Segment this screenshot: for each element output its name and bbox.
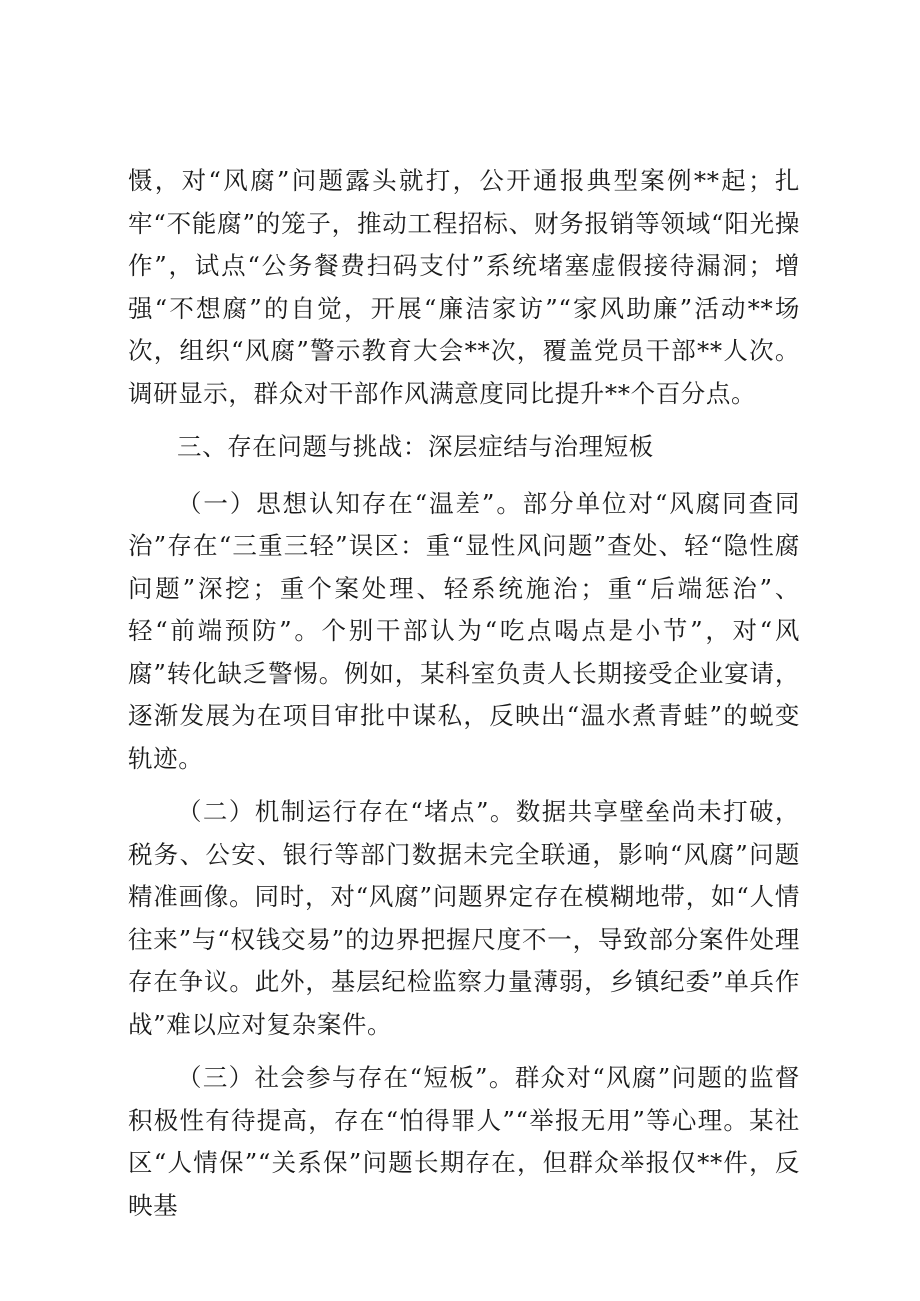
paragraph-thinking-cognition: （一）思想认知存在“温差”。部分单位对“风腐同查同治”存在“三重三轻”误区：重“显性风问题”查处、轻“隐性腐问题”深挖；重个案处理、轻系统施治；重“后端惩治”、轻“前端预防”。个别干部认为“吃点喝点是小节”，对“风腐”转化缺乏警惕。例如，某科室负责人长期接受企业宴请，逐渐发展为在项目审批中谋私，反映出“温水煮青蛙”的蜕变轨迹。	[128, 488, 800, 773]
paragraph-social-participation: （三）社会参与存在“短板”。群众对“风腐”问题的监督积极性有待提高，存在“怕得罪人”“举报无用”等心理。某社区“人情保”“关系保”问题长期存在，但群众举报仅**件，反映基	[128, 1063, 800, 1220]
document-body	[128, 160, 800, 1238]
paragraph-mechanism-operation: （二）机制运行存在“堵点”。数据共享壁垒尚未打破，税务、公安、银行等部门数据未完全联通，影响“风腐”问题精准画像。同时，对“风腐”问题界定存在模糊地带，如“人情往来”与“权钱交易”的边界把握尺度不一，导致部分案件处理存在争议。此外，基层纪检监察力量薄弱，乡镇纪委”单兵作战”难以应对复杂案件。	[128, 797, 800, 1039]
paragraph-continued: 慑，对“风腐”问题露头就打，公开通报典型案例**起；扎牢“不能腐”的笼子，推动工程招标、财务报销等领域“阳光操作”，试点“公务餐费扫码支付”系统堵塞虚假接待漏洞；增强“不想腐”的自觉，开展“廉洁家访”“家风助廉”活动**场次，组织“风腐”警示教育大会**次，覆盖党员干部**人次。调研显示，群众对干部作风满意度同比提升**个百分点。	[128, 166, 800, 408]
section-heading: 三、存在问题与挑战：深层症结与治理短板	[177, 432, 654, 461]
